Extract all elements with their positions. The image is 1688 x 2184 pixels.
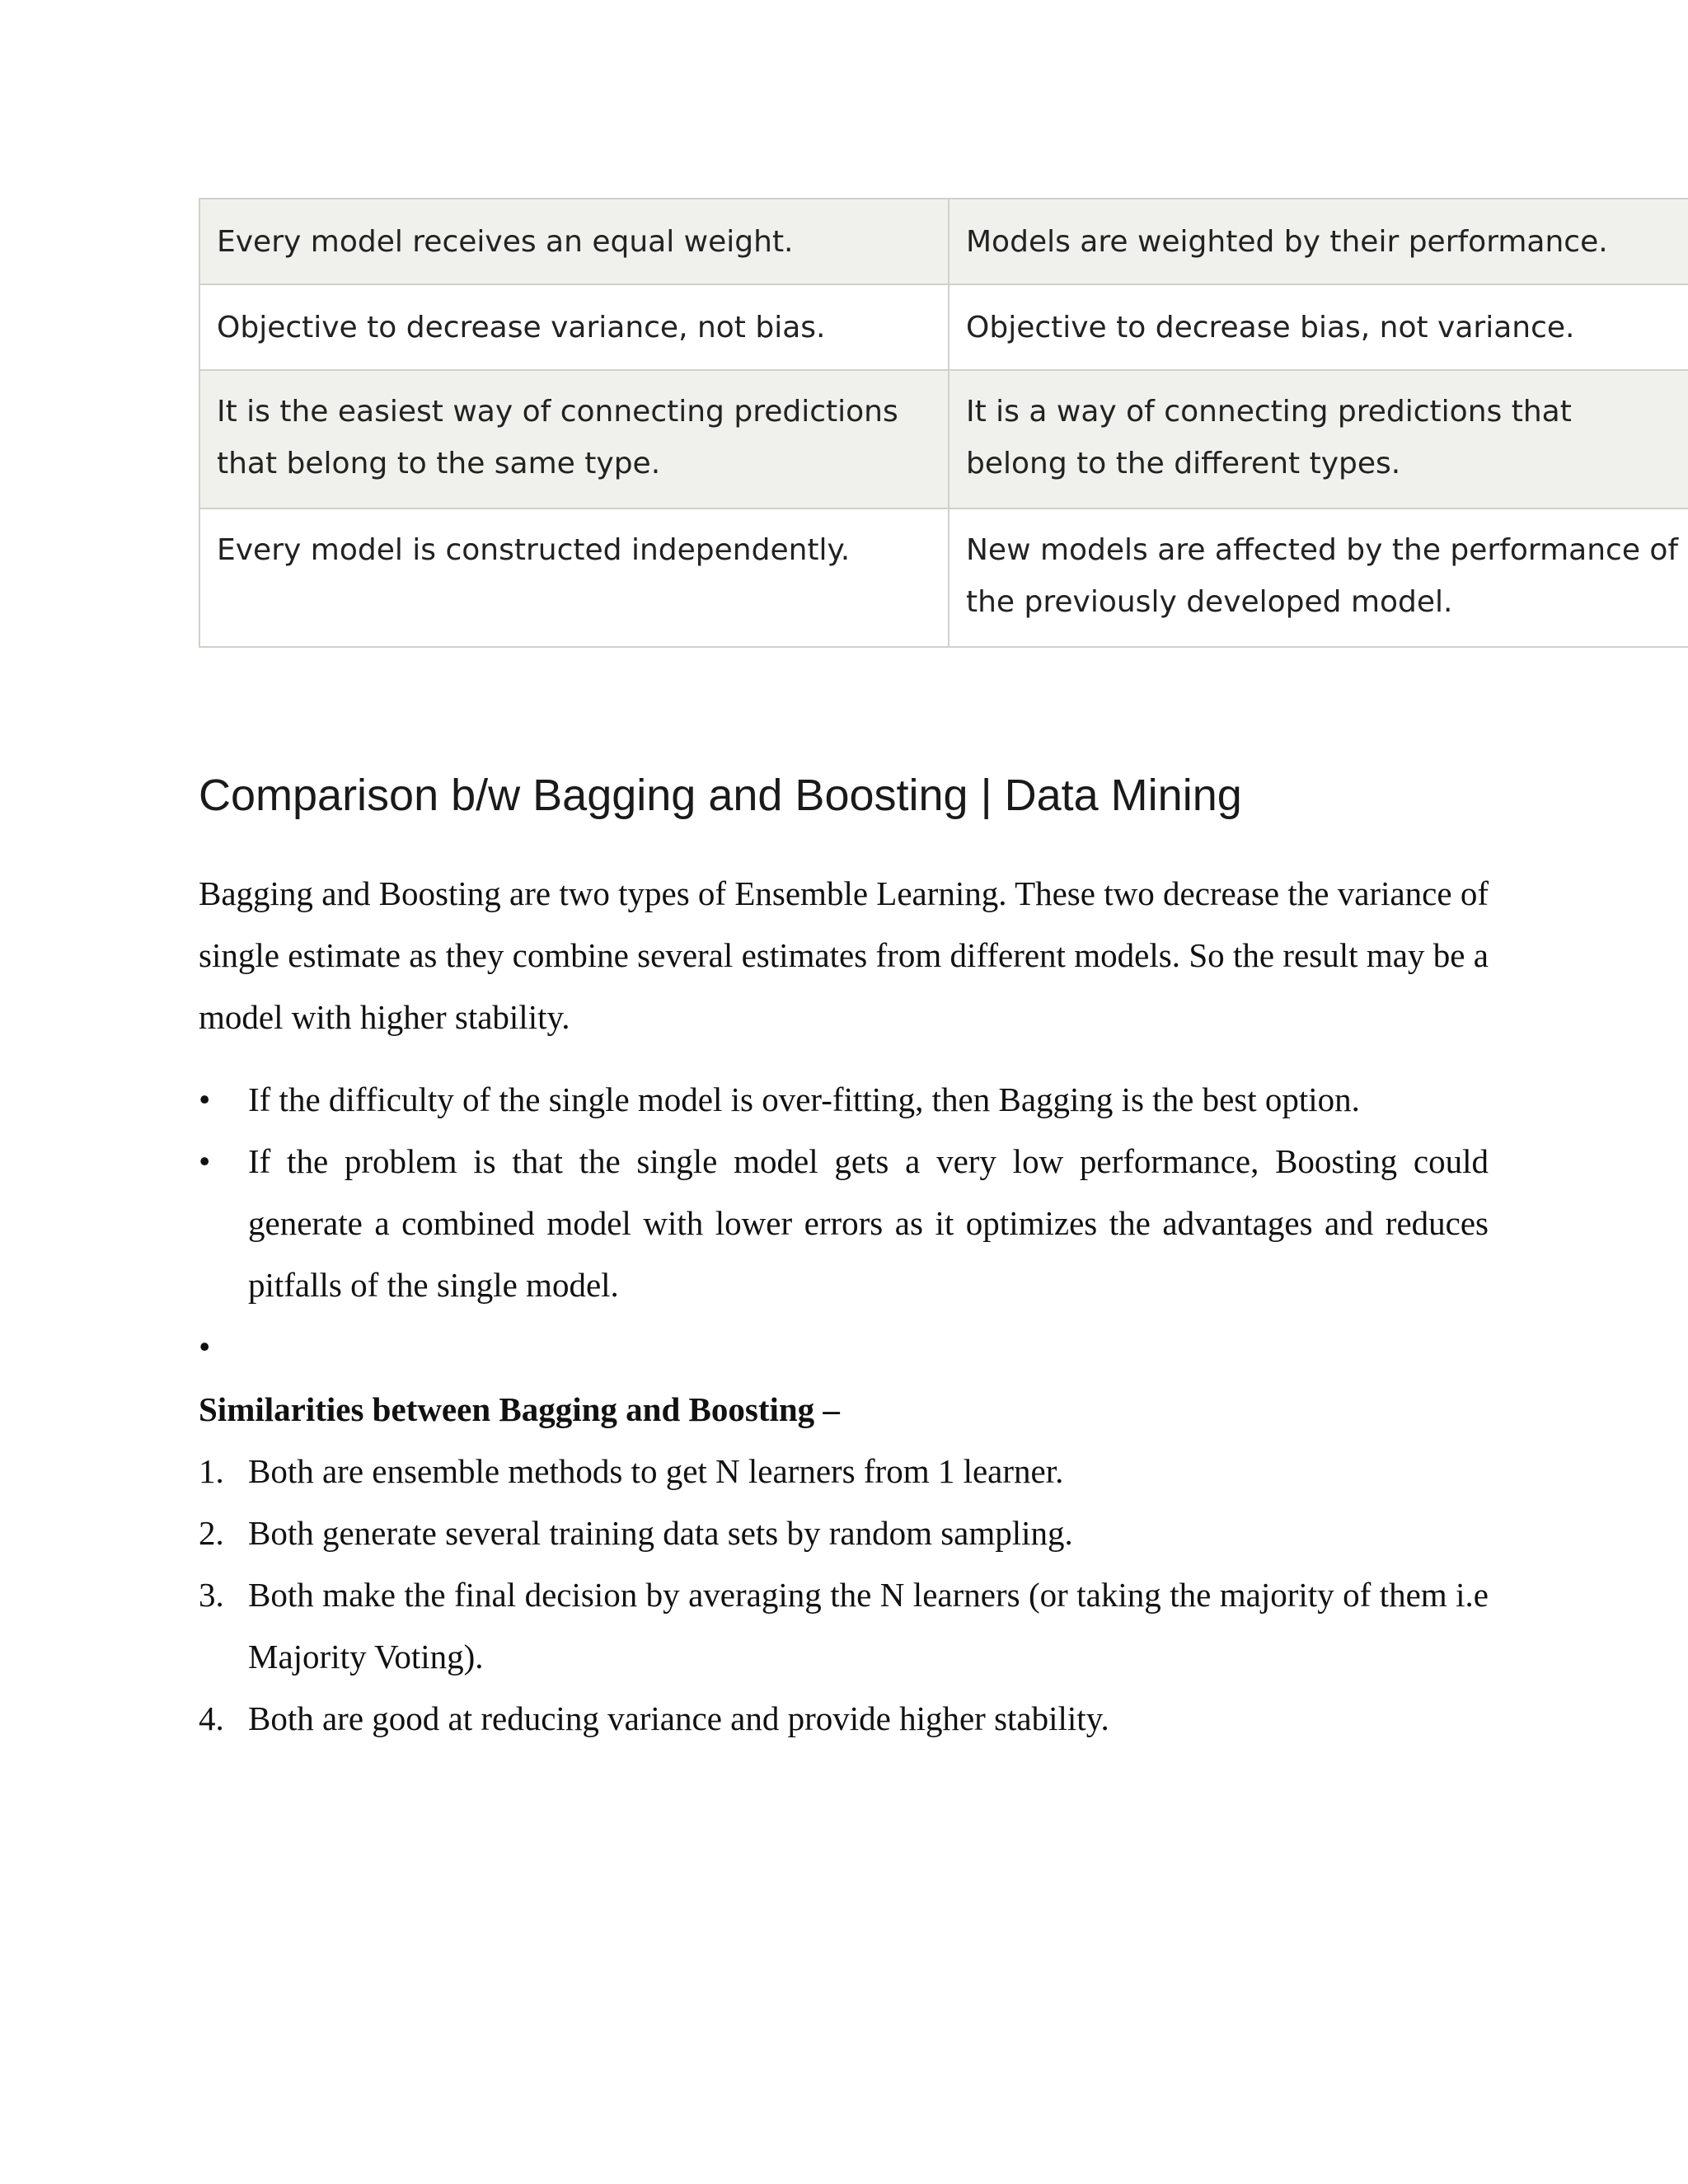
- list-item: [199, 1131, 1489, 1316]
- table-cell-boosting: Models are weighted by their performance.: [949, 199, 1688, 284]
- table-row: [199, 199, 1688, 284]
- list-number: 3.: [199, 1576, 224, 1614]
- list-number: 2.: [199, 1514, 224, 1552]
- bullet-marker: •: [199, 1328, 211, 1366]
- list-item: [199, 1069, 1489, 1131]
- list-item-text: Both generate several training data sets by random sampling.: [248, 1514, 1073, 1552]
- list-item-text: Both are ensemble methods to get N learners from 1 learner.: [248, 1452, 1064, 1490]
- table-cell-bagging: Every model receives an equal weight.: [199, 199, 949, 284]
- list-item-text: If the problem is that the single model gets a very low performance, Boosting could generate a combined model with lower errors as it optimizes the advantages and reduces pitfalls of the single model.: [248, 1142, 1489, 1304]
- table-row: [199, 509, 1688, 647]
- list-item: [199, 1564, 1489, 1688]
- list-number: 1.: [199, 1452, 224, 1490]
- section-title: Comparison b/w Bagging and Boosting | Data Mining: [199, 771, 1242, 820]
- similarities-list: [199, 1441, 1489, 1750]
- list-item: [199, 1441, 1489, 1502]
- list-item: [199, 1502, 1489, 1564]
- table-row: [199, 284, 1688, 370]
- table-cell-bagging: Every model is constructed independently.: [199, 509, 949, 647]
- list-number: 4.: [199, 1699, 224, 1737]
- table-cell-boosting: It is a way of connecting predictions that belong to the different types.: [949, 370, 1688, 509]
- table-cell-boosting: Objective to decrease bias, not variance.: [949, 284, 1688, 370]
- table-cell-boosting: New models are affected by the performance of the previously developed model.: [949, 509, 1688, 647]
- list-item-text: Both make the final decision by averaging the N learners (or taking the majority of them i.e Majority Voting).: [248, 1576, 1489, 1675]
- bullet-marker: •: [199, 1142, 211, 1180]
- bullet-list: [199, 1069, 1489, 1378]
- table-cell-bagging: Objective to decrease variance, not bias.: [199, 284, 949, 370]
- comparison-table: [199, 198, 1688, 648]
- table-row: [199, 370, 1688, 509]
- table-cell-bagging: It is the easiest way of connecting predictions that belong to the same type.: [199, 370, 949, 509]
- bullet-marker: •: [199, 1080, 211, 1118]
- list-item-text: If the difficulty of the single model is over-fitting, then Bagging is the best option.: [248, 1080, 1360, 1118]
- list-item: [199, 1688, 1489, 1750]
- list-item-text: Both are good at reducing variance and provide higher stability.: [248, 1699, 1109, 1737]
- intro-paragraph: Bagging and Boosting are two types of Ensemble Learning. These two decrease the variance of single estimate as they combine several estimates from different models. So the result may be a model with higher stability.: [199, 874, 1489, 1036]
- list-item: [199, 1316, 1489, 1378]
- similarities-title: Similarities between Bagging and Boosting –: [199, 1390, 840, 1428]
